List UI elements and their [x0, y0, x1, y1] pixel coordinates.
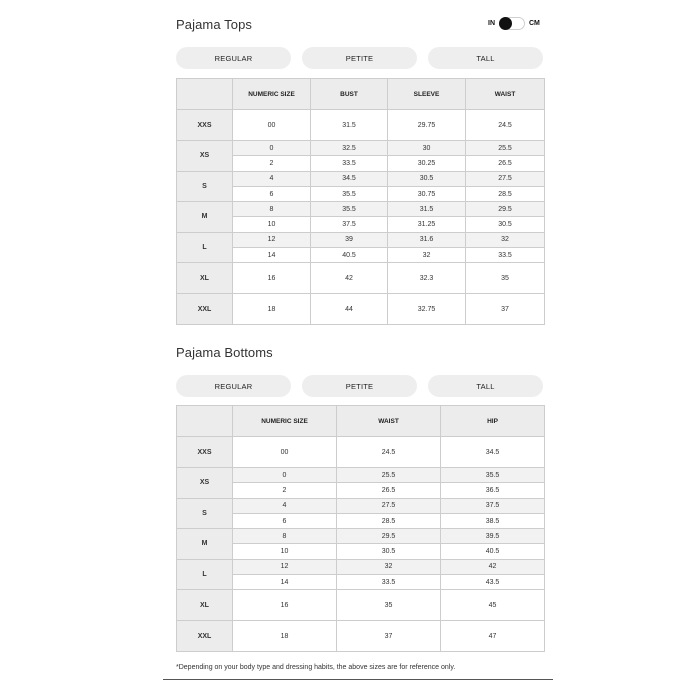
- column-header: SLEEVE: [388, 79, 466, 110]
- table-row: [177, 263, 545, 294]
- table-cell: 39: [311, 232, 388, 247]
- table-cell: 38.5: [441, 513, 545, 528]
- table-cell: 44: [311, 294, 388, 325]
- size-label: M: [177, 202, 233, 233]
- table-cell: 25.5: [466, 141, 545, 156]
- table-cell: 43.5: [441, 575, 545, 590]
- table-row: [177, 248, 545, 263]
- table-cell: 8: [233, 202, 311, 217]
- table-row: [177, 468, 545, 483]
- tops-tab-petite[interactable]: PETITE: [302, 47, 417, 69]
- table-cell: 24.5: [466, 110, 545, 141]
- table-cell: 12: [233, 559, 337, 574]
- table-cell: 32: [337, 559, 441, 574]
- table-row: [177, 559, 545, 574]
- size-label: XL: [177, 263, 233, 294]
- table-cell: 35.5: [441, 468, 545, 483]
- table-cell: 4: [233, 498, 337, 513]
- table-cell: 35.5: [311, 186, 388, 201]
- table-cell: 37.5: [441, 498, 545, 513]
- table-cell: 30.5: [466, 217, 545, 232]
- table-cell: 33.5: [466, 248, 545, 263]
- table-cell: 47: [441, 621, 545, 652]
- table-cell: 34.5: [311, 171, 388, 186]
- header-corner: [177, 79, 233, 110]
- table-row: [177, 437, 545, 468]
- table-cell: 16: [233, 263, 311, 294]
- unit-cm-label[interactable]: CM: [529, 20, 540, 27]
- table-cell: 37.5: [311, 217, 388, 232]
- table-cell: 34.5: [441, 437, 545, 468]
- table-row: [177, 156, 545, 171]
- table-cell: 42: [441, 559, 545, 574]
- table-cell: 29.5: [337, 529, 441, 544]
- table-cell: 27.5: [337, 498, 441, 513]
- table-row: [177, 483, 545, 498]
- column-header: NUMERIC SIZE: [233, 79, 311, 110]
- table-row: [177, 171, 545, 186]
- table-row: [177, 590, 545, 621]
- table-cell: 14: [233, 248, 311, 263]
- table-cell: 24.5: [337, 437, 441, 468]
- table-row: [177, 498, 545, 513]
- table-cell: 35: [466, 263, 545, 294]
- column-header: WAIST: [337, 406, 441, 437]
- table-cell: 32: [466, 232, 545, 247]
- table-cell: 36.5: [441, 483, 545, 498]
- table-cell: 30: [388, 141, 466, 156]
- unit-toggle[interactable]: [488, 17, 540, 30]
- table-cell: 30.75: [388, 186, 466, 201]
- bottoms-title: Pajama Bottoms: [176, 345, 273, 360]
- size-label: XXS: [177, 110, 233, 141]
- table-cell: 18: [233, 621, 337, 652]
- table-cell: 30.25: [388, 156, 466, 171]
- table-row: [177, 186, 545, 201]
- size-label: M: [177, 529, 233, 560]
- bottoms-tab-tall[interactable]: TALL: [428, 375, 543, 397]
- size-label: XS: [177, 141, 233, 172]
- size-label: XS: [177, 468, 233, 499]
- divider: [163, 679, 553, 680]
- table-row: [177, 202, 545, 217]
- table-row: [177, 294, 545, 325]
- header-corner: [177, 406, 233, 437]
- table-cell: 27.5: [466, 171, 545, 186]
- table-cell: 28.5: [466, 186, 545, 201]
- table-cell: 18: [233, 294, 311, 325]
- table-cell: 6: [233, 513, 337, 528]
- table-cell: 30.5: [388, 171, 466, 186]
- table-cell: 45: [441, 590, 545, 621]
- table-cell: 33.5: [311, 156, 388, 171]
- table-cell: 35: [337, 590, 441, 621]
- column-header: HIP: [441, 406, 545, 437]
- table-header-row: [177, 79, 545, 110]
- table-cell: 29.5: [466, 202, 545, 217]
- table-row: [177, 232, 545, 247]
- switch-knob: [499, 17, 512, 30]
- size-label: XXS: [177, 437, 233, 468]
- table-cell: 29.75: [388, 110, 466, 141]
- table-cell: 00: [233, 110, 311, 141]
- table-cell: 25.5: [337, 468, 441, 483]
- bottoms-size-table: [176, 405, 545, 652]
- table-cell: 31.5: [311, 110, 388, 141]
- table-cell: 14: [233, 575, 337, 590]
- column-header: WAIST: [466, 79, 545, 110]
- bottoms-fit-tabs: [176, 375, 544, 397]
- size-label: XXL: [177, 294, 233, 325]
- table-cell: 30.5: [337, 544, 441, 559]
- table-cell: 40.5: [311, 248, 388, 263]
- table-cell: 31.25: [388, 217, 466, 232]
- table-cell: 26.5: [337, 483, 441, 498]
- footnote: *Depending on your body type and dressing habits, the above sizes are for reference only.: [176, 664, 456, 671]
- bottoms-tab-petite[interactable]: PETITE: [302, 375, 417, 397]
- table-cell: 26.5: [466, 156, 545, 171]
- size-label: L: [177, 232, 233, 263]
- tops-title: Pajama Tops: [176, 17, 253, 32]
- size-label: XL: [177, 590, 233, 621]
- table-row: [177, 110, 545, 141]
- column-header: NUMERIC SIZE: [233, 406, 337, 437]
- table-cell: 39.5: [441, 529, 545, 544]
- table-cell: 0: [233, 141, 311, 156]
- table-cell: 10: [233, 544, 337, 559]
- table-cell: 32.3: [388, 263, 466, 294]
- column-header: BUST: [311, 79, 388, 110]
- tops-fit-tabs: [176, 47, 544, 69]
- table-cell: 10: [233, 217, 311, 232]
- table-cell: 6: [233, 186, 311, 201]
- table-row: [177, 529, 545, 544]
- table-cell: 4: [233, 171, 311, 186]
- bottoms-tab-regular[interactable]: REGULAR: [176, 375, 291, 397]
- size-label: L: [177, 559, 233, 590]
- tops-size-table: [176, 78, 545, 325]
- size-label: XXL: [177, 621, 233, 652]
- table-cell: 16: [233, 590, 337, 621]
- table-cell: 31.5: [388, 202, 466, 217]
- table-row: [177, 217, 545, 232]
- table-row: [177, 575, 545, 590]
- table-row: [177, 141, 545, 156]
- table-row: [177, 544, 545, 559]
- table-cell: 32.5: [311, 141, 388, 156]
- table-cell: 12: [233, 232, 311, 247]
- size-label: S: [177, 498, 233, 529]
- table-cell: 33.5: [337, 575, 441, 590]
- table-cell: 32: [388, 248, 466, 263]
- table-cell: 00: [233, 437, 337, 468]
- tops-tab-regular[interactable]: REGULAR: [176, 47, 291, 69]
- table-cell: 35.5: [311, 202, 388, 217]
- table-cell: 31.6: [388, 232, 466, 247]
- table-cell: 2: [233, 483, 337, 498]
- table-cell: 32.75: [388, 294, 466, 325]
- table-header-row: [177, 406, 545, 437]
- table-cell: 2: [233, 156, 311, 171]
- table-cell: 0: [233, 468, 337, 483]
- table-cell: 28.5: [337, 513, 441, 528]
- table-row: [177, 621, 545, 652]
- tops-tab-tall[interactable]: TALL: [428, 47, 543, 69]
- unit-in-label[interactable]: IN: [488, 20, 495, 27]
- table-cell: 8: [233, 529, 337, 544]
- table-row: [177, 513, 545, 528]
- unit-switch[interactable]: [499, 17, 525, 30]
- table-cell: 42: [311, 263, 388, 294]
- table-cell: 37: [466, 294, 545, 325]
- table-cell: 40.5: [441, 544, 545, 559]
- size-label: S: [177, 171, 233, 202]
- table-cell: 37: [337, 621, 441, 652]
